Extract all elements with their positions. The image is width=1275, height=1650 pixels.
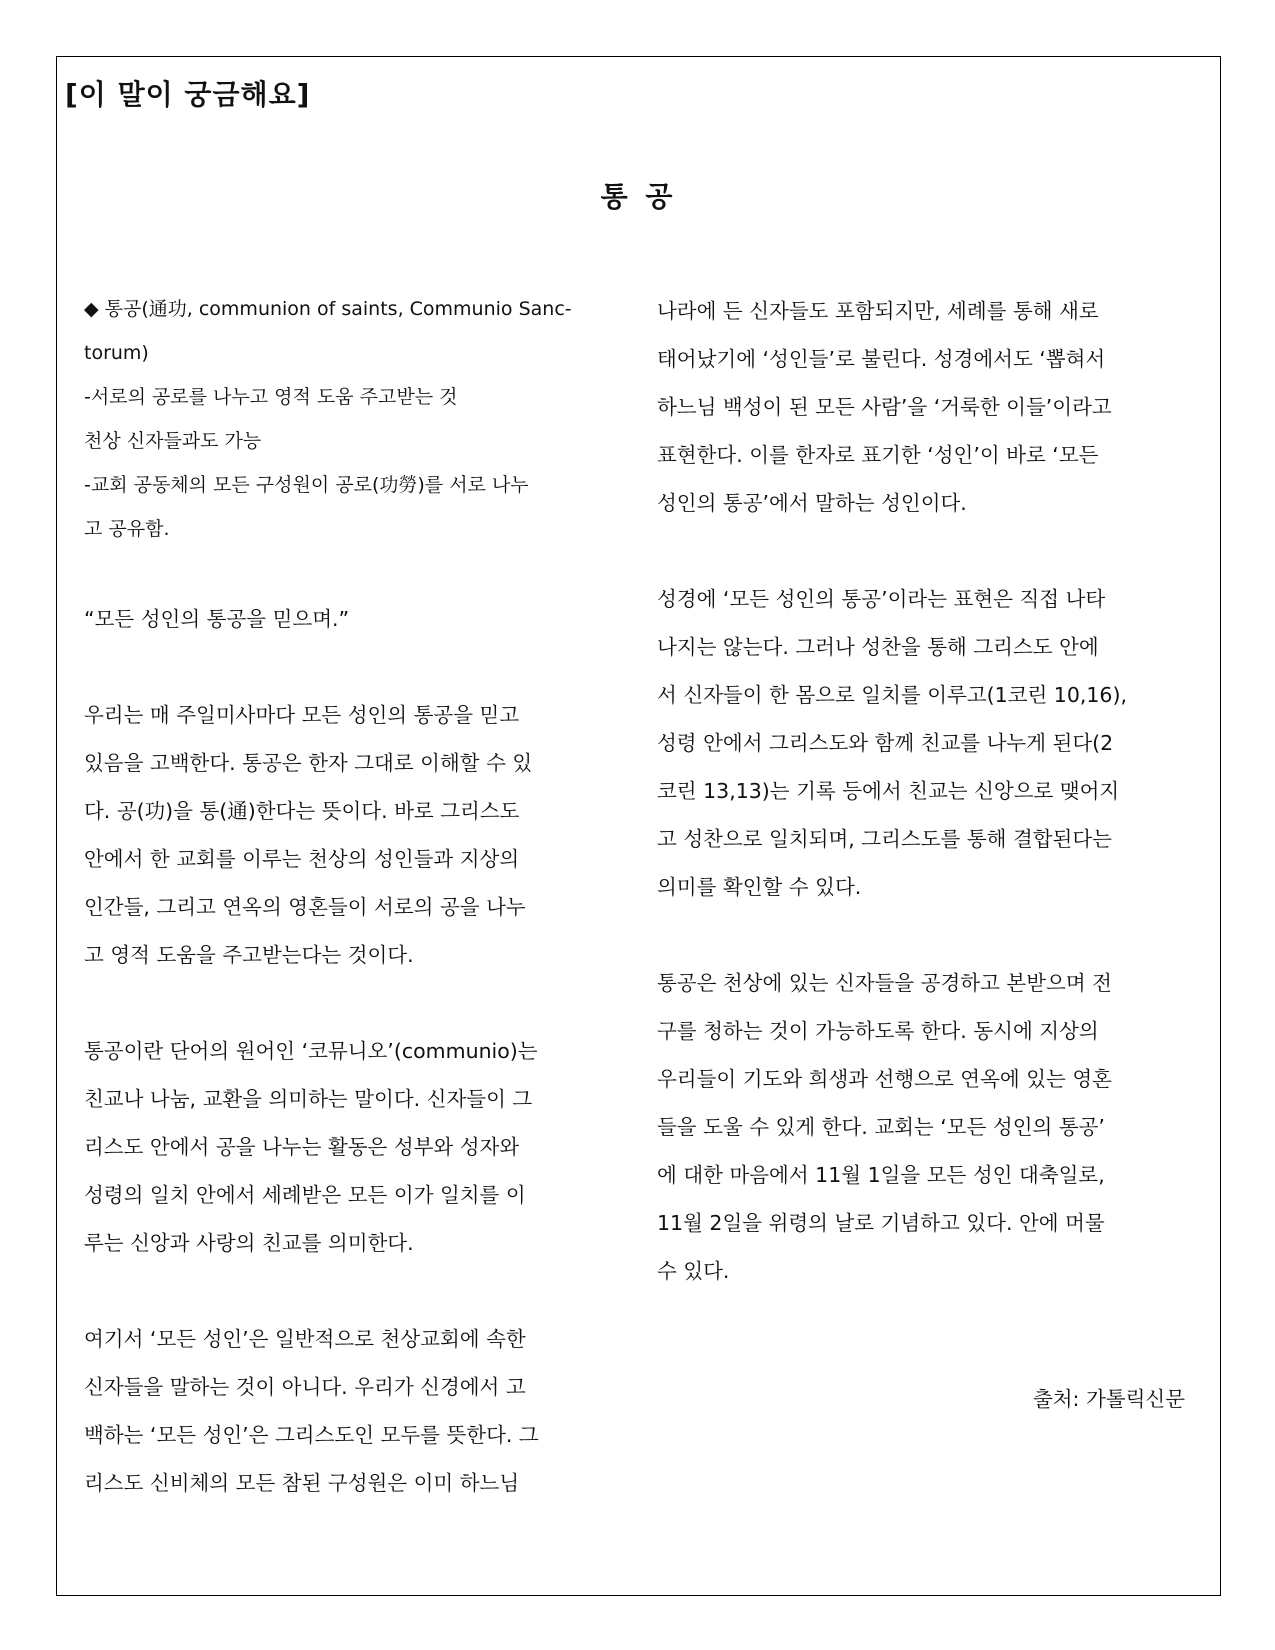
paragraph-line: 성령 안에서 그리스도와 함께 친교를 나누게 된다(2 [657, 731, 1114, 755]
definition-line: 천상 신자들과도 가능 [84, 430, 262, 452]
paragraph-line: 안에서 한 교회를 이루는 천상의 성인들과 지상의 [84, 847, 520, 871]
paragraph-line: 리스도 신비체의 모든 참된 구성원은 이미 하느님 [84, 1471, 520, 1495]
paragraph-line: 여기서 ‘모든 성인’은 일반적으로 천상교회에 속한 [84, 1327, 526, 1351]
definition-line: -서로의 공로를 나누고 영적 도움 주고받는 것 [84, 386, 458, 408]
paragraph-line: 표현한다. 이를 한자로 표기한 ‘성인’이 바로 ‘모든 [657, 443, 1099, 467]
paragraph-line: 리스도 안에서 공을 나누는 활동은 성부와 성자와 [84, 1135, 520, 1159]
paragraph-line: 들을 도울 수 있게 한다. 교회는 ‘모든 성인의 통공’ [657, 1115, 1105, 1139]
paragraph-line: 성령의 일치 안에서 세례받은 모든 이가 일치를 이 [84, 1183, 526, 1207]
paragraph-line: “모든 성인의 통공을 믿으며.” [84, 607, 350, 631]
paragraph-line: 하느님 백성이 된 모든 사람’을 ‘거룩한 이들’이라고 [657, 395, 1112, 419]
paragraph-line: 11월 2일을 위령의 날로 기념하고 있다. 안에 머물 [657, 1211, 1105, 1235]
paragraph-line: 태어났기에 ‘성인들’로 불린다. 성경에서도 ‘뽑혀서 [657, 347, 1106, 371]
paragraph-line: 있음을 고백한다. 통공은 한자 그대로 이해할 수 있 [84, 751, 533, 775]
paragraph-line: 통공은 천상에 있는 신자들을 공경하고 본받으며 전 [657, 971, 1112, 995]
paragraph-line: 수 있다. [657, 1259, 730, 1283]
paragraph-line: 코린 13,13)는 기록 등에서 친교는 신앙으로 맺어지 [657, 779, 1120, 803]
paragraph-line: 성인의 통공’에서 말하는 성인이다. [657, 491, 967, 515]
paragraph [84, 1027, 604, 1267]
article-frame [56, 56, 1221, 1596]
paragraph-line: 우리는 매 주일미사마다 모든 성인의 통공을 믿고 [84, 703, 520, 727]
paragraph-line: 백하는 ‘모든 성인’은 그리스도인 모두를 뜻한다. 그 [84, 1423, 539, 1447]
paragraph-line: 나지는 않는다. 그러나 성찬을 통해 그리스도 안에 [657, 635, 1099, 659]
definition-line: ◆ 통공(通功, communion of saints, Communio Sanc- [84, 298, 572, 320]
paragraph [657, 287, 1197, 527]
paragraph [84, 691, 604, 979]
right-column [657, 287, 1197, 1295]
paragraph-line: 의미를 확인할 수 있다. [657, 875, 862, 899]
paragraph-line: 구를 청하는 것이 가능하도록 한다. 동시에 지상의 [657, 1019, 1099, 1043]
paragraph-line: 고 영적 도움을 주고받는다는 것이다. [84, 943, 414, 967]
paragraph-line: 통공이란 단어의 원어인 ‘코뮤니오’(communio)는 [84, 1039, 538, 1063]
paragraph-line: 우리들이 기도와 희생과 선행으로 연옥에 있는 영혼 [657, 1067, 1112, 1091]
paragraph [657, 959, 1197, 1295]
paragraph [657, 575, 1197, 911]
paragraph-line: 친교나 나눔, 교환을 의미하는 말이다. 신자들이 그 [84, 1087, 533, 1111]
left-column [84, 287, 604, 1507]
paragraph-line: 루는 신앙과 사랑의 친교를 의미한다. [84, 1231, 414, 1255]
section-label: [이 말이 궁금해요] [65, 78, 311, 111]
paragraph-line: 인간들, 그리고 연옥의 영혼들이 서로의 공을 나누 [84, 895, 526, 919]
definition-line: torum) [84, 342, 149, 364]
paragraph-line: 다. 공(功)을 통(通)한다는 뜻이다. 바로 그리스도 [84, 799, 520, 823]
paragraph [84, 1315, 604, 1507]
definition-line: -교회 공동체의 모든 구성원이 공로(功勞)를 서로 나누 [84, 474, 529, 496]
source-credit: 출처: 가톨릭신문 [1032, 1387, 1185, 1411]
article-title: 통 공 [600, 180, 677, 213]
paragraph-line: 신자들을 말하는 것이 아니다. 우리가 신경에서 고 [84, 1375, 526, 1399]
paragraph-quote [84, 595, 604, 643]
paragraph-line: 고 성찬으로 일치되며, 그리스도를 통해 결합된다는 [657, 827, 1112, 851]
definition-box [84, 287, 604, 551]
paragraph-line: 성경에 ‘모든 성인의 통공’이라는 표현은 직접 나타 [657, 587, 1106, 611]
paragraph-line: 에 대한 마음에서 11월 1일을 모든 성인 대축일로, [657, 1163, 1105, 1187]
paragraph-line: 나라에 든 신자들도 포함되지만, 세례를 통해 새로 [657, 299, 1099, 323]
definition-line: 고 공유함. [84, 518, 170, 540]
paragraph-line: 서 신자들이 한 몸으로 일치를 이루고(1코린 10,16), [657, 683, 1127, 707]
